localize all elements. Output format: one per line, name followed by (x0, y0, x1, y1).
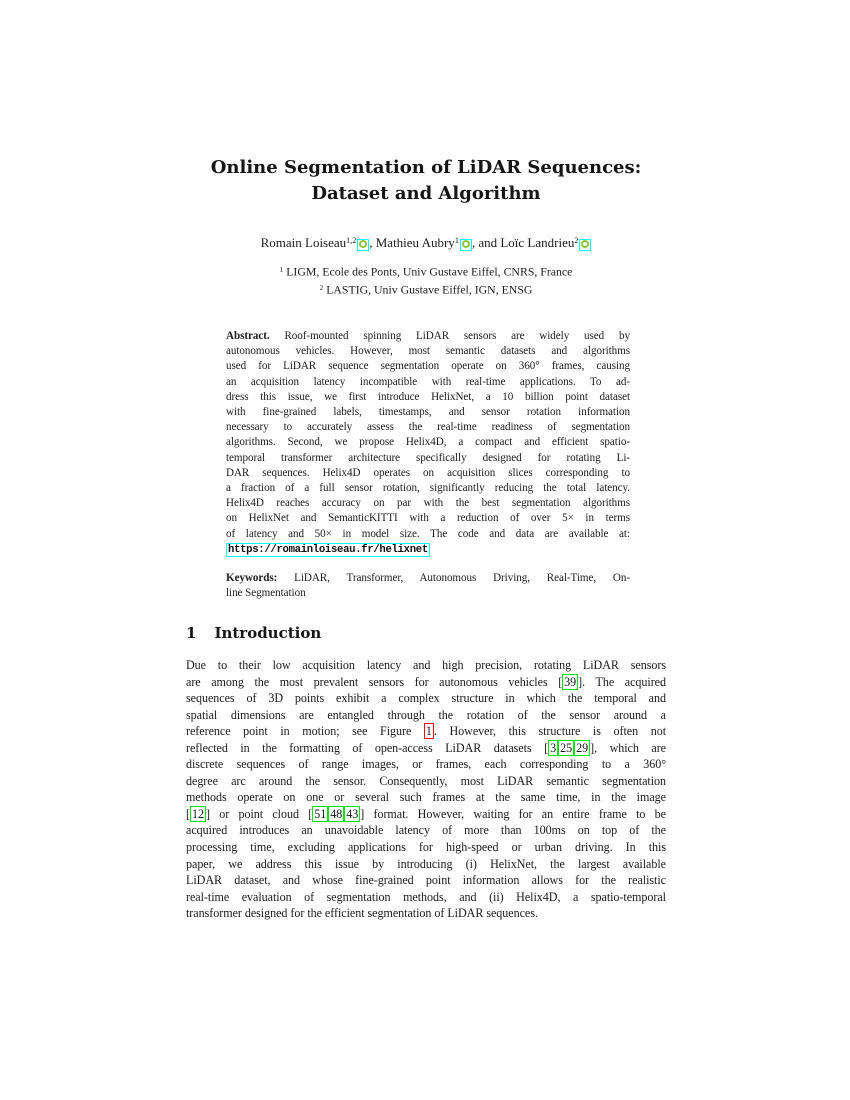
text-line: $^1$ LIGM, Ecole des Ponts, Univ Gustave Eiffel, CNRS, France (279, 264, 573, 279)
text-line: necessary to accurately assess the real-time readiness of segmentation (226, 421, 630, 434)
text-line: methods operate on one or several such frames at the same time, in the image (186, 790, 666, 805)
text-line: paper, we address this issue by introducing (i) HelixNet, the largest available (186, 856, 666, 871)
text-line: acquired introduces an unavoidable latency of more than 100ms on top of the (186, 823, 666, 838)
text-line: with fine-grained labels, timestamps, and sensor rotation information (226, 406, 630, 419)
text-line: are among the most prevalent sensors for autonomous vehicles [ 39 ]. The acquired (186, 674, 666, 689)
bold-label: Keywords: (226, 572, 278, 584)
orcid-ring-glyph (462, 240, 470, 248)
orcid-icon[interactable] (460, 239, 472, 251)
text-line: LiDAR dataset, and whose fine-grained point information allows for the realistic (186, 873, 666, 888)
text-line: reference point in motion; see Figure 1 . However, this structure is often not (186, 724, 666, 739)
text-line (226, 542, 630, 558)
text-line: on HelixNet and SemanticKITTI with a reduction of over 5× in terms (226, 512, 630, 525)
superscript-affiliation-marker: 1 (279, 265, 284, 274)
text-line: a fraction of a full sensor rotation, significantly reducing the total latency. (226, 482, 630, 495)
text-line: of latency and 50× in model size. The code and data are available at: (226, 527, 630, 540)
text-line: processing time, excluding applications for high-speed or urban driving. In this (186, 840, 666, 855)
superscript-affiliation-marker: 1,2 (346, 236, 357, 245)
citation-link[interactable]: 29 (576, 740, 589, 755)
author-byline (146, 232, 706, 251)
paper-title (186, 155, 666, 207)
text-line: line Segmentation (226, 587, 306, 600)
orcid-ring-glyph (359, 240, 367, 248)
citation-link[interactable]: 3 (550, 740, 557, 755)
section-heading-introduction (186, 624, 321, 642)
citation-link[interactable]: 25 (560, 740, 573, 755)
superscript-affiliation-marker: 2 (319, 282, 324, 292)
abstract-block (226, 329, 630, 558)
text-line: dress this issue, we first introduce HelixNet, a 10 billion point dataset (226, 390, 630, 403)
text-line: reflected in the formatting of open-access LiDAR datasets [ 3 25 29 ], which are (186, 740, 666, 755)
citation-link[interactable]: 39 (564, 674, 577, 689)
text-line: transformer designed for the efficient segmentation of LiDAR sequences. (186, 906, 538, 921)
superscript-affiliation-marker: 2 (574, 236, 579, 245)
affiliations (186, 262, 666, 298)
citation-link[interactable]: 51 (314, 806, 327, 821)
text-line: DAR sequences. Helix4D operates on acquisition slices corresponding to (226, 466, 630, 479)
text-line: sequences of 3D points exhibit a complex structure in which the temporal and (186, 691, 666, 706)
text-line: an acquisition latency incompatible with real-time applications. To ad- (226, 375, 630, 388)
text-line: $^2$ LASTIG, Univ Gustave Eiffel, IGN, ENSG (319, 282, 533, 297)
superscript-affiliation-marker: 1 (454, 236, 459, 245)
paper-title-line1: Online Segmentation of LiDAR Sequences: (210, 157, 642, 178)
text-line: degree arc around the sensor. Consequently, most LiDAR semantic segmentation (186, 773, 666, 788)
section-number: 1 (186, 624, 197, 642)
text-line: spatial dimensions are entangled through the rotation of the sensor around a (186, 707, 666, 722)
text-line: discrete sequences of range images, or frames, each corresponding to a 360° (186, 757, 666, 772)
paper-title-line2: Dataset and Algorithm (311, 183, 541, 204)
text-line: Keywords: LiDAR, Transformer, Autonomous Driving, Real-Time, On- (226, 572, 630, 584)
citation-link[interactable]: 12 (191, 806, 204, 821)
bold-label: Abstract. (226, 330, 270, 342)
orcid-icon[interactable] (579, 239, 591, 251)
text-line: used for LiDAR sequence segmentation operate on 360° frames, causing (226, 360, 630, 373)
figure-reference-link[interactable]: 1 (425, 724, 432, 739)
text-line: algorithms. Second, we propose Helix4D, a compact and efficient spatio- (226, 436, 630, 449)
text-line: Due to their low acquisition latency and high precision, rotating LiDAR sensors (186, 658, 666, 672)
orcid-ring-glyph (581, 240, 589, 248)
text-line: real-time evaluation of segmentation methods, and (ii) Helix4D, a spatio-temporal (186, 889, 666, 904)
text-line: temporal transformer architecture specifically designed for rotating Li- (226, 451, 630, 464)
citation-link[interactable]: 43 (346, 806, 359, 821)
paper-url-link[interactable]: https://romainloiseau.fr/helixnet (228, 543, 428, 556)
keywords-block (226, 571, 630, 601)
orcid-icon[interactable] (357, 239, 369, 251)
text-line: Romain Loiseau$^{1,2}$ , Mathieu Aubry$^1$ , and Loïc Landrieu$^2$ (146, 232, 706, 251)
section-title: Introduction (214, 624, 322, 642)
text-line: Helix4D reaches accuracy on par with the best segmentation algorithms (226, 497, 630, 510)
text-line: [ 12 ] or point cloud [ 51 48 43 ] format. However, waiting for an entire frame to be (186, 806, 666, 821)
text-line: autonomous vehicles. However, most semantic datasets and algorithms (226, 345, 630, 358)
text-line: Abstract. Roof-mounted spinning LiDAR sensors are widely used by (226, 330, 630, 342)
citation-link[interactable]: 48 (330, 806, 343, 821)
introduction-paragraph (186, 657, 666, 922)
